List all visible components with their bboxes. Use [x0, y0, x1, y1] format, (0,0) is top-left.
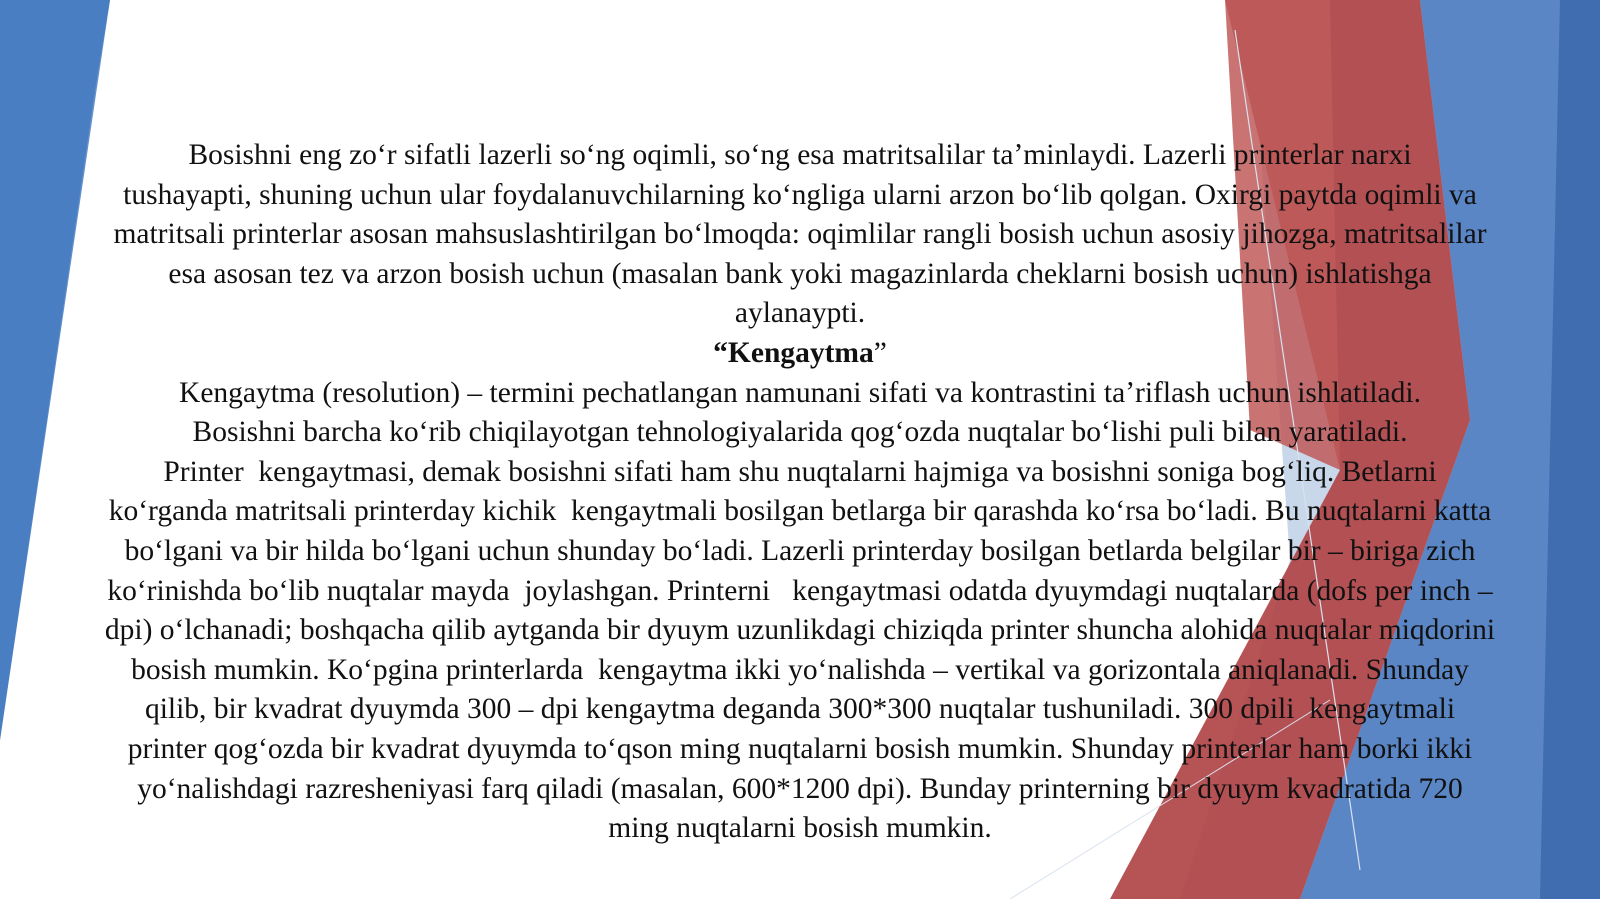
intro-line: Bosishni eng zoʻr sifatli lazerli soʻng oqimli, soʻng esa matritsalilar taʼminlaydi. Lazerli printerlar narxi	[188, 139, 1412, 171]
section-heading	[10, 334, 1590, 374]
body-line: yoʻnalishdagi razresheniyasi farq qiladi (masalan, 600*1200 dpi). Bunday printerning bir dyuym kvadratida 720	[137, 772, 1463, 805]
intro-line: aylanaypti.	[734, 297, 866, 330]
slide-text	[10, 136, 1590, 849]
body-paragraph	[10, 374, 1590, 849]
body-line: ming nuqtalarni bosish mumkin.	[608, 812, 992, 845]
body-line: dpi) oʻlchanadi; boshqacha qilib aytganda bir dyuym uzunlikdagi chiziqda printer shuncha alohida nuqtalar miqdorini	[104, 614, 1496, 647]
heading-close-quote: ”	[873, 336, 887, 369]
heading-text: “Kengaytma	[713, 336, 874, 369]
intro-line: esa asosan tez va arzon bosish uchun (masalan bank yoki magazinlarda cheklarni bosish uchun) ishlatishga	[168, 257, 1432, 290]
body-line: boʻlgani va bir hilda boʻlgani uchun shunday boʻladi. Lazerli printerday bosilgan betlarda belgilar bir – biriga zich	[124, 534, 1476, 567]
body-line: Kengaytma (resolution) – termini pechatlangan namunani sifati va kontrastini taʼriflash uchun ishlatiladi.	[179, 376, 1421, 409]
intro-paragraph	[10, 136, 1590, 334]
body-line: bosish mumkin. Koʻpgina printerlarda kengaytma ikki yoʻnalishda – vertikal va gorizontala aniqlanadi. Shunday	[131, 653, 1469, 686]
intro-line: tushayapti, shuning uchun ular foydalanuvchilarning koʻngliga ularni arzon boʻlib qolgan. Oxirgi paytda oqimli va	[123, 178, 1477, 211]
body-line: koʻrganda matritsali printerday kichik kengaytmali bosilgan betlarga bir qarashda koʻrsa boʻladi. Bu nuqtalarni katta	[108, 495, 1492, 528]
body-line: printer qogʻozda bir kvadrat dyuymda toʻqson ming nuqtalarni bosish mumkin. Shunday printerlar ham borki ikki	[127, 732, 1473, 765]
body-line: Printer kengaytmasi, demak bosishni sifati ham shu nuqtalarni hajmiga va bosishni soniga bogʻliq. Betlarni	[163, 455, 1437, 488]
intro-line: matritsali printerlar asosan mahsuslashtirilgan boʻlmoqda: oqimlilar rangli bosish uchun asosiy jihozga, matritsalilar	[113, 218, 1487, 251]
body-line: koʻrinishda boʻlib nuqtalar mayda joylashgan. Printerni kengaytmasi odatda dyuymdagi nuqtalarda (dofs per inch –	[107, 574, 1493, 607]
body-line: qilib, bir kvadrat dyuymda 300 – dpi kengaytma deganda 300*300 nuqtalar tushuniladi. 300 dpili kengaytmali	[144, 693, 1456, 726]
body-line: Bosishni barcha koʻrib chiqilayotgan tehnologiyalarida qogʻozda nuqtalar boʻlishi puli bilan yaratiladi.	[192, 416, 1408, 449]
